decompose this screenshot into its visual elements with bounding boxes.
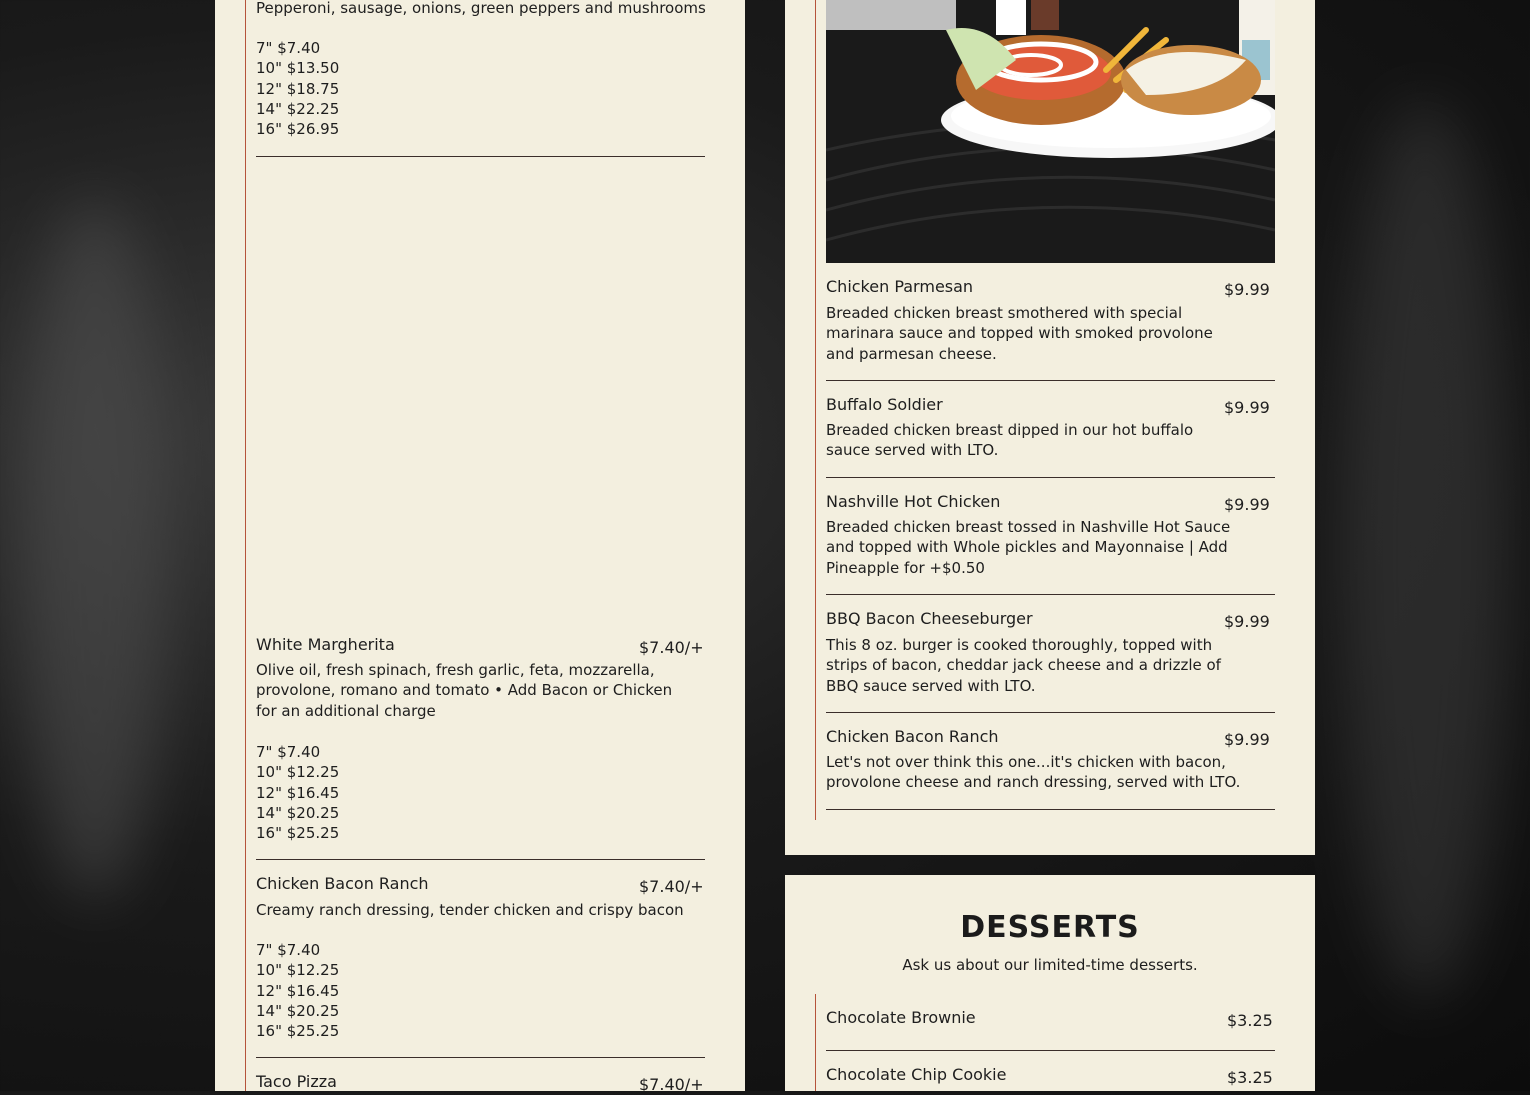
item-divider: [256, 156, 705, 157]
item-divider: [826, 712, 1275, 713]
size-price: 7" $7.40: [256, 941, 321, 959]
item-divider: [826, 1050, 1275, 1051]
menu-item-price: $9.99: [1224, 730, 1270, 749]
size-price: 7" $7.40: [256, 743, 321, 761]
size-price: 12" $16.45: [256, 783, 340, 802]
menu-item-name: BBQ Bacon Cheeseburger: [826, 609, 1033, 628]
menu-item-name: Chocolate Chip Cookie: [826, 1065, 1007, 1084]
size-price-list: [256, 38, 339, 139]
sandwich-photo-illustration: [826, 0, 1275, 263]
section-heading: DESSERTS: [960, 910, 1140, 945]
menu-item-price: $9.99: [1224, 612, 1270, 631]
item-divider: [256, 859, 705, 860]
menu-item-price: $7.40/+: [639, 877, 704, 896]
menu-item-description: Breaded chicken breast dipped in our hot buffalo sauce served with LTO.: [826, 421, 1194, 460]
item-divider: [826, 477, 1275, 478]
menu-item-price: $3.25: [1227, 1068, 1273, 1087]
size-price: 14" $20.25: [256, 803, 340, 822]
size-price: 10" $12.25: [256, 961, 340, 980]
menu-item-name: Buffalo Soldier: [826, 395, 943, 414]
size-price-list: [256, 742, 339, 843]
menu-item-name: White Margherita: [256, 635, 395, 654]
menu-item-description: Let's not over think this one...it's chicken with bacon, provolone cheese and ranch dressing, served with LTO.: [826, 753, 1241, 792]
menu-item-description: Breaded chicken breast smothered with special marinara sauce and topped with smoked provolone and parmesan cheese.: [826, 304, 1213, 363]
size-price: 10" $13.50: [256, 59, 340, 78]
menu-item-name: Nashville Hot Chicken: [826, 492, 1001, 511]
menu-item-price: $9.99: [1224, 280, 1270, 299]
menu-item-name: Chocolate Brownie: [826, 1008, 976, 1027]
menu-item-description: Olive oil, fresh spinach, fresh garlic, feta, mozzarella, provolone, romano and tomato • Add Bacon or Chicken for an additional charge: [256, 661, 673, 720]
item-divider: [826, 809, 1275, 810]
size-price: 14" $20.25: [256, 1001, 340, 1020]
desserts-accent-rule: [815, 994, 816, 1091]
menu-item-price: $9.99: [1224, 398, 1270, 417]
menu-item-price: $9.99: [1224, 495, 1270, 514]
item-description: Pepperoni, sausage, onions, green peppers and mushrooms: [256, 0, 706, 17]
size-price: 16" $25.25: [256, 824, 340, 843]
menu-item-description: This 8 oz. burger is cooked thoroughly, topped with strips of bacon, cheddar jack cheese and a drizzle of BBQ sauce served with LTO.: [826, 636, 1221, 695]
menu-item-name: Chicken Bacon Ranch: [256, 874, 429, 893]
menu-item-price: $7.40/+: [639, 638, 704, 657]
food-photo: [826, 0, 1275, 263]
background-blot: [1340, 100, 1510, 1000]
size-price: 10" $12.25: [256, 763, 340, 782]
size-price: 16" $26.95: [256, 120, 340, 139]
right-accent-rule: [815, 0, 816, 820]
menu-item-description: Breaded chicken breast tossed in Nashville Hot Sauce and topped with Whole pickles and Mayonnaise | Add Pineapple for +$0.50: [826, 518, 1231, 577]
left-accent-rule: [245, 0, 246, 1091]
section-subtitle: Ask us about our limited-time desserts.: [902, 956, 1198, 974]
background-blot: [20, 200, 170, 900]
menu-item-price: $7.40/+: [639, 1075, 704, 1094]
item-divider: [826, 380, 1275, 381]
menu-item-price: $3.25: [1227, 1011, 1273, 1030]
pizza-menu-panel: [215, 0, 745, 1091]
menu-item-name: Chicken Parmesan: [826, 277, 974, 296]
menu-item-name: Chicken Bacon Ranch: [826, 727, 999, 746]
menu-item-description: Creamy ranch dressing, tender chicken and crispy bacon: [256, 901, 684, 919]
item-divider: [256, 1057, 705, 1058]
size-price-list: [256, 940, 339, 1041]
size-price: 7" $7.40: [256, 39, 321, 57]
desserts-panel: [785, 875, 1315, 1091]
size-price: 12" $16.45: [256, 981, 340, 1000]
size-price: 12" $18.75: [256, 79, 340, 98]
size-price: 14" $22.25: [256, 99, 340, 118]
item-divider: [826, 594, 1275, 595]
menu-item-name: Taco Pizza: [256, 1072, 337, 1091]
size-price: 16" $25.25: [256, 1022, 340, 1041]
